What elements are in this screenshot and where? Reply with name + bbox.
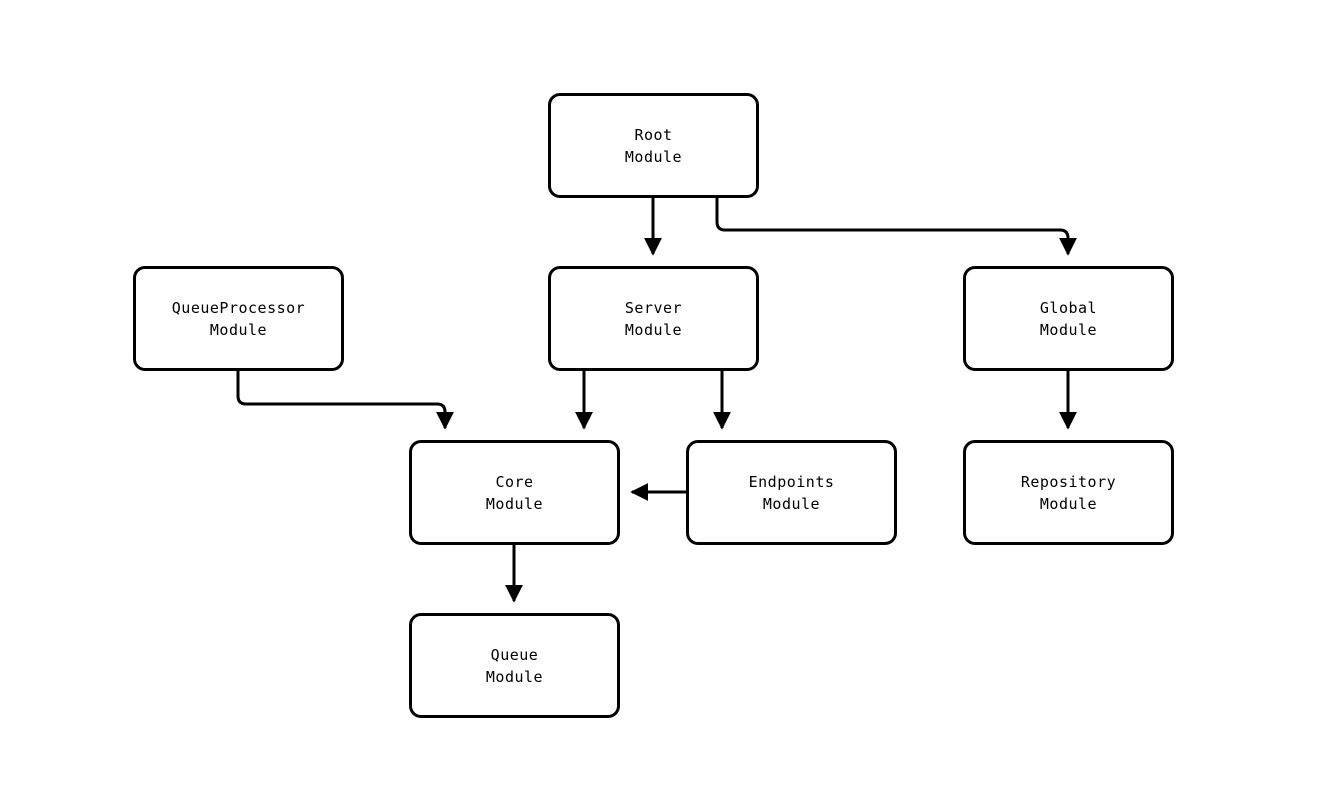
node-global-module-line2: Module [1039, 320, 1098, 339]
node-server-module-line2: Module [624, 320, 683, 339]
node-endpoints-module[interactable] [686, 440, 897, 545]
node-repository-module-line2: Module [1039, 494, 1098, 513]
node-root-module-line1: Root [634, 125, 673, 144]
node-repository-module-line1: Repository [1020, 472, 1117, 491]
node-global-module[interactable] [963, 266, 1174, 371]
node-core-module[interactable] [409, 440, 620, 545]
node-root-module-line2: Module [624, 147, 683, 166]
edge-queueprocessor-to-core [238, 371, 445, 428]
node-queue-module-line1: Queue [490, 645, 539, 664]
node-endpoints-module-line1: Endpoints [748, 472, 835, 491]
node-queueprocessor-module[interactable] [133, 266, 344, 371]
node-queueprocessor-module-line1: QueueProcessor [171, 298, 306, 317]
node-repository-module[interactable] [963, 440, 1174, 545]
node-server-module-line1: Server [624, 298, 683, 317]
node-core-module-line1: Core [495, 472, 534, 491]
node-server-module[interactable] [548, 266, 759, 371]
node-queue-module[interactable] [409, 613, 620, 718]
node-queueprocessor-module-line2: Module [209, 320, 268, 339]
node-queue-module-line2: Module [485, 667, 544, 686]
node-endpoints-module-line2: Module [762, 494, 821, 513]
node-core-module-line2: Module [485, 494, 544, 513]
edge-root-to-global [717, 198, 1068, 254]
node-root-module[interactable] [548, 93, 759, 198]
node-global-module-line1: Global [1039, 298, 1098, 317]
